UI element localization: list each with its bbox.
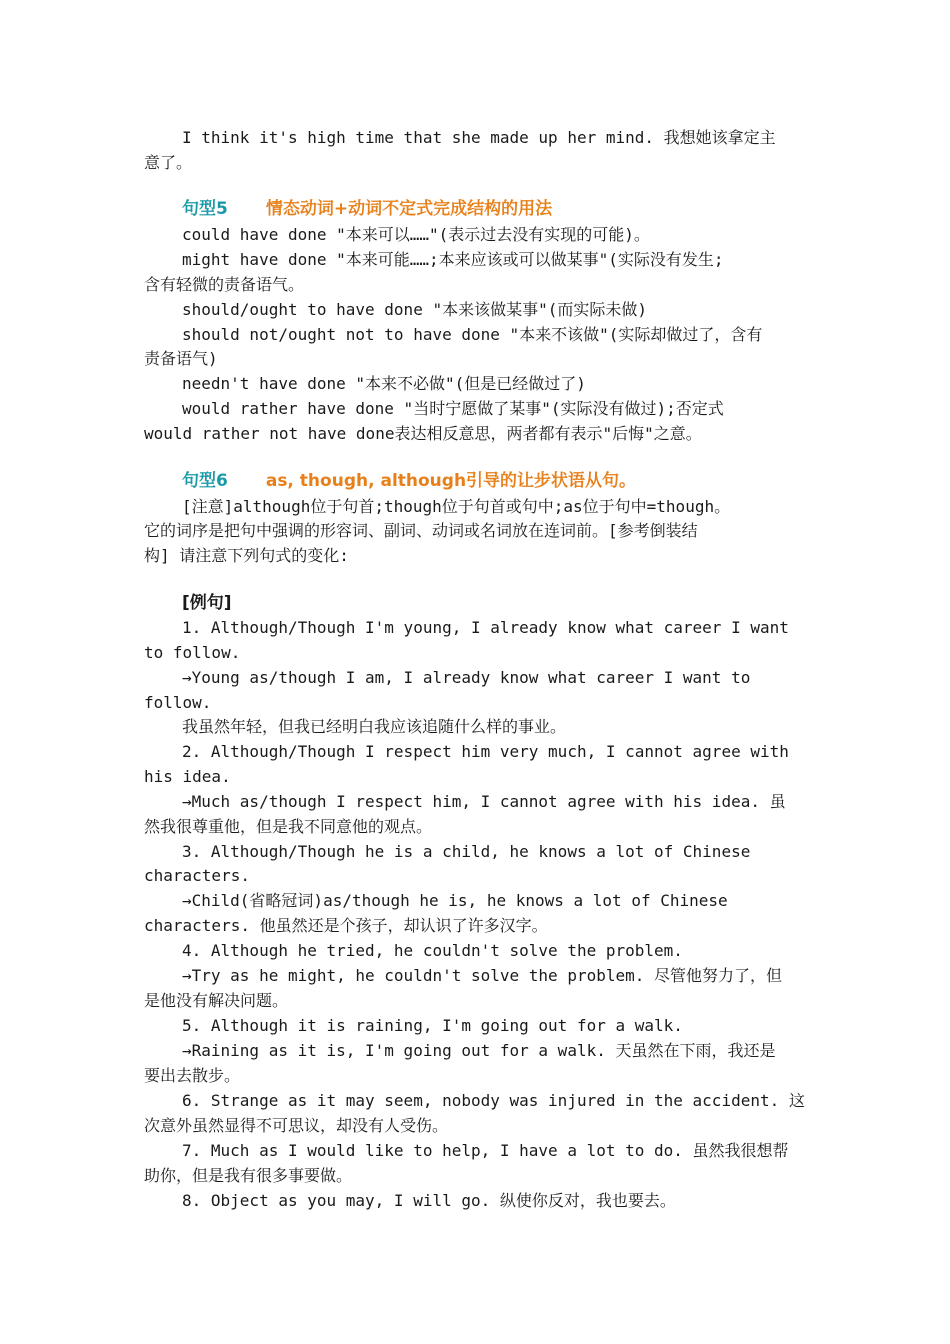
section5-line: could have done "本来可以……"(表示过去没有实现的可能)。 (182, 225, 650, 244)
section5-line: 责备语气) (144, 349, 218, 368)
example-line: to follow. (144, 643, 241, 662)
section5-title: 情态动词+动词不定式完成结构的用法 (265, 199, 553, 219)
section6-line: [注意]although位于句首;though位于句首或句中;as位于句中=though。 (182, 497, 731, 516)
intro-line: 意了。 (144, 153, 193, 172)
section6-title: as, though, although引导的让步状语从句。 (265, 471, 637, 491)
section5-line: needn't have done "本来不必做"(但是已经做过了) (182, 374, 586, 393)
example-line: 1. Although/Though I'm young, I already know what career I want (182, 618, 789, 637)
intro-line: I think it's high time that she made up her mind. 我想她该拿定主 (182, 128, 776, 147)
example-line: 7. Much as I would like to help, I have a lot to do. 虽然我很想帮 (182, 1141, 789, 1160)
example-line: his idea. (144, 767, 231, 786)
examples-heading: [例句] (182, 593, 232, 613)
example-line: characters. 他虽然还是个孩子，却认识了许多汉字。 (144, 916, 548, 935)
example-line: 5. Although it is raining, I'm going out for a walk. (182, 1016, 683, 1035)
section6-label: 句型6 (182, 471, 228, 491)
example-line: 我虽然年轻，但我已经明白我应该追随什么样的事业。 (182, 717, 567, 736)
example-line: →Much as/though I respect him, I cannot agree with his idea. 虽 (182, 792, 786, 811)
example-line: →Try as he might, he couldn't solve the problem. 尽管他努力了，但 (182, 966, 783, 985)
example-line: 2. Although/Though I respect him very much, I cannot agree with (182, 742, 789, 761)
example-line: →Raining as it is, I'm going out for a walk. 天虽然在下雨，我还是 (182, 1041, 776, 1060)
section5-line: would rather not have done表达相反意思，两者都有表示"后悔"之意。 (144, 424, 702, 443)
example-line: 是他没有解决问题。 (144, 991, 289, 1010)
example-line: follow. (144, 693, 212, 712)
section6-line: 构] 请注意下列句式的变化: (144, 546, 349, 565)
example-line: 4. Although he tried, he couldn't solve the problem. (182, 941, 683, 960)
section5-heading (182, 199, 552, 219)
section5-line: 含有轻微的责备语气。 (144, 275, 305, 294)
example-line: 次意外虽然显得不可思议，却没有人受伤。 (144, 1116, 449, 1135)
section5-line: should/ought to have done "本来该做某事"(而实际未做) (182, 300, 647, 319)
example-line: 然我很尊重他，但是我不同意他的观点。 (144, 817, 433, 836)
section5-label: 句型5 (182, 199, 228, 219)
section5-line: would rather have done "当时宁愿做了某事"(实际没有做过);否定式 (182, 399, 724, 418)
section5-line: might have done "本来可能……;本来应该或可以做某事"(实际没有发生; (182, 250, 724, 269)
example-line: →Child(省略冠词)as/though he is, he knows a lot of Chinese (182, 891, 728, 910)
section5-line: should not/ought not to have done "本来不该做"(实际却做过了，含有 (182, 325, 763, 344)
example-line: →Young as/though I am, I already know what career I want to (182, 668, 751, 687)
example-line: 3. Although/Though he is a child, he knows a lot of Chinese (182, 842, 751, 861)
example-line: 助你，但是我有很多事要做。 (144, 1166, 353, 1185)
example-line: 要出去散步。 (144, 1066, 241, 1085)
example-line: 8. Object as you may, I will go. 纵使你反对，我也要去。 (182, 1191, 676, 1210)
section6-heading (182, 471, 636, 491)
section6-line: 它的词序是把句中强调的形容词、副词、动词或名词放在连词前。[参考倒装结 (144, 521, 698, 540)
example-line: characters. (144, 866, 250, 885)
example-line: 6. Strange as it may seem, nobody was injured in the accident. 这 (182, 1091, 805, 1110)
